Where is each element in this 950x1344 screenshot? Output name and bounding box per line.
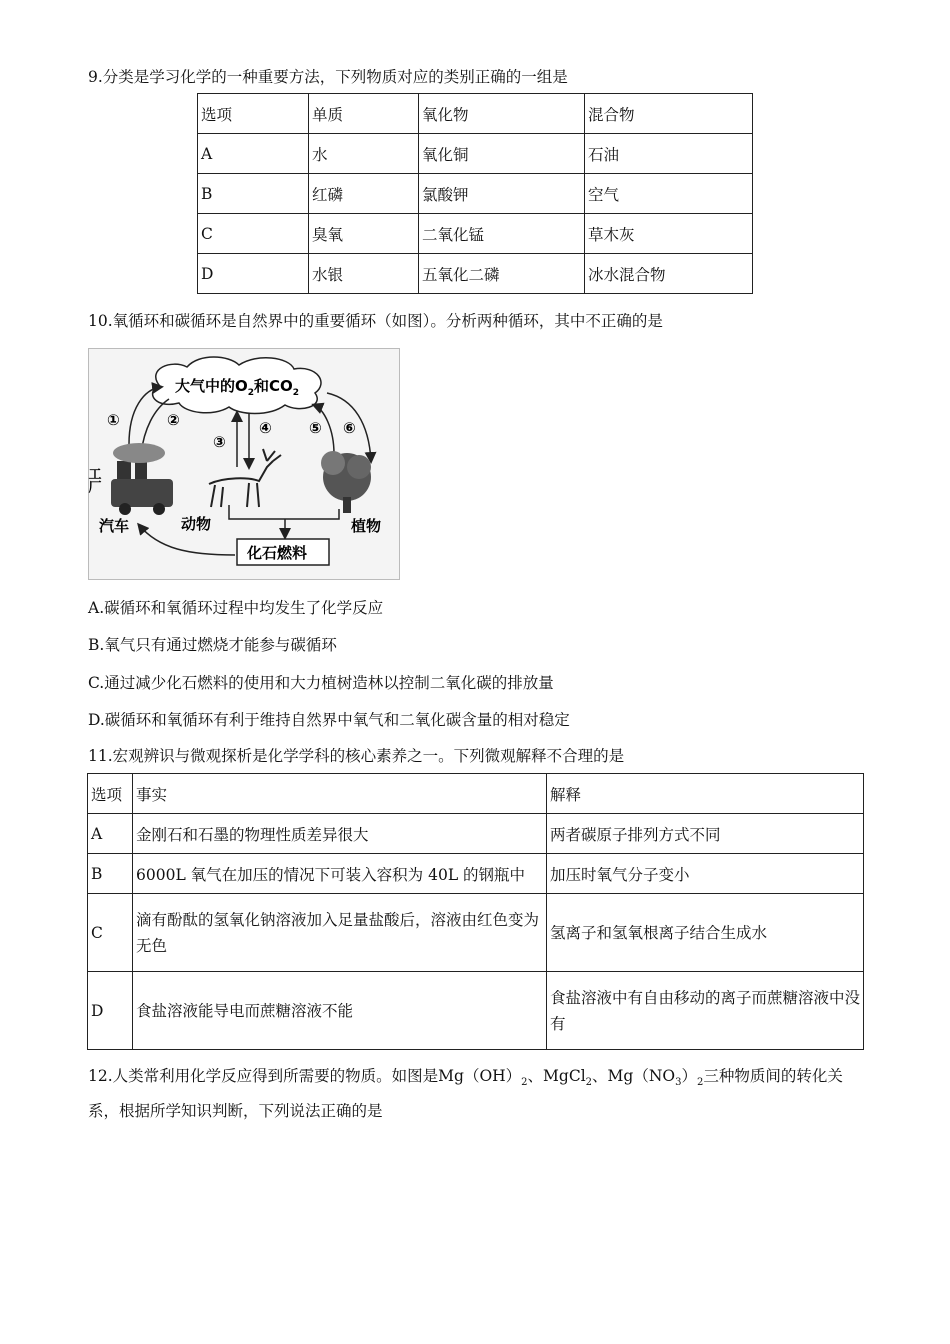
table-row bbox=[88, 972, 864, 1050]
cloud-label: 大气中的$O_2$和$CO_2$ bbox=[175, 377, 300, 398]
table-cell: 加压时氧气分子变小 bbox=[547, 854, 864, 894]
step-number: ① bbox=[107, 411, 120, 429]
table-cell: 食盐溶液中有自由移动的离子而蔗糖溶液中没有 bbox=[547, 972, 864, 1050]
table-row bbox=[88, 894, 864, 972]
table-cell: 石油 bbox=[585, 134, 753, 174]
table-cell: 滴有酚酞的氢氧化钠溶液加入足量盐酸后，溶液由红色变为无色 bbox=[133, 894, 547, 972]
header-cell: 解释 bbox=[547, 774, 864, 814]
table-row bbox=[198, 174, 753, 214]
table-row bbox=[88, 854, 864, 894]
table-cell: 金刚石和石墨的物理性质差异很大 bbox=[133, 814, 547, 854]
table-cell: 食盐溶液能导电而蔗糖溶液不能 bbox=[133, 972, 547, 1050]
table-cell: 水银 bbox=[309, 254, 419, 294]
table-cell: 水 bbox=[309, 134, 419, 174]
car-label: 汽车 bbox=[99, 517, 130, 535]
deer-icon bbox=[209, 449, 281, 507]
option-d: D.碳循环和氧循环有利于维持自然界中氧气和二氧化碳含量的相对稳定 bbox=[88, 711, 570, 729]
table-header-row bbox=[198, 94, 753, 134]
table-cell: 臭氧 bbox=[309, 214, 419, 254]
carbon-oxygen-cycle-figure bbox=[85, 348, 400, 580]
table-cell: 红磷 bbox=[309, 174, 419, 214]
table-cell: C bbox=[88, 894, 133, 972]
question-11-stem: 11.宏观辨识与微观探析是化学学科的核心素养之一。下列微观解释不合理的是 bbox=[88, 747, 625, 765]
table-cell: 二氧化锰 bbox=[419, 214, 585, 254]
question-10-stem: 10.氧循环和碳循环是自然界中的重要循环（如图）。分析两种循环，其中不正确的是 bbox=[88, 312, 663, 330]
table-cell: A bbox=[198, 134, 309, 174]
table-cell: 空气 bbox=[585, 174, 753, 214]
table-cell: 氯酸钾 bbox=[419, 174, 585, 214]
table-row bbox=[88, 814, 864, 854]
header-cell: 选项 bbox=[198, 94, 309, 134]
header-cell: 氧化物 bbox=[419, 94, 585, 134]
step-number: ⑥ bbox=[343, 419, 356, 437]
header-cell: 混合物 bbox=[585, 94, 753, 134]
question-12-stem-line1: 12.人类常利用化学反应得到所需要的物质。如图是$Mg(OH)_2$、MgCl$_2$、$Mg(NO_3)_2$三种物质间的转化关 bbox=[88, 1067, 843, 1089]
animal-label: 动物 bbox=[181, 515, 212, 533]
question-11-table bbox=[87, 773, 864, 1050]
fossil-fuel-label: 化石燃料 bbox=[247, 544, 308, 562]
table-cell: 6000L 氧气在加压的情况下可装入容积为 40L 的钢瓶中 bbox=[133, 854, 547, 894]
question-12-stem-line2: 系，根据所学知识判断，下列说法正确的是 bbox=[88, 1102, 383, 1120]
table-cell: 草木灰 bbox=[585, 214, 753, 254]
question-9-stem: 9.分类是学习化学的一种重要方法，下列物质对应的类别正确的一组是 bbox=[88, 68, 568, 86]
option-b: B.氧气只有通过燃烧才能参与碳循环 bbox=[88, 636, 337, 654]
factory-car-icon bbox=[111, 443, 173, 515]
factory-label: 工厂 bbox=[85, 467, 101, 493]
table-cell: 氢离子和氢氧根离子结合生成水 bbox=[547, 894, 864, 972]
table-cell: 冰水混合物 bbox=[585, 254, 753, 294]
table-cell: 两者碳原子排列方式不同 bbox=[547, 814, 864, 854]
table-cell: D bbox=[88, 972, 133, 1050]
option-c: C.通过减少化石燃料的使用和大力植树造林以控制二氧化碳的排放量 bbox=[88, 674, 554, 692]
table-cell: 氧化铜 bbox=[419, 134, 585, 174]
cycle-diagram bbox=[85, 349, 399, 579]
table-cell: C bbox=[198, 214, 309, 254]
table-row bbox=[198, 254, 753, 294]
question-9-table bbox=[197, 93, 753, 294]
tree-icon bbox=[321, 451, 371, 513]
step-number: ⑤ bbox=[309, 419, 322, 437]
header-cell: 选项 bbox=[88, 774, 133, 814]
table-row bbox=[198, 134, 753, 174]
table-cell: B bbox=[198, 174, 309, 214]
step-number: ④ bbox=[259, 419, 272, 437]
step-number: ③ bbox=[213, 433, 226, 451]
table-header-row bbox=[88, 774, 864, 814]
table-cell: D bbox=[198, 254, 309, 294]
plant-label: 植物 bbox=[351, 517, 382, 535]
table-cell: A bbox=[88, 814, 133, 854]
table-cell: 五氧化二磷 bbox=[419, 254, 585, 294]
header-cell: 单质 bbox=[309, 94, 419, 134]
header-cell: 事实 bbox=[133, 774, 547, 814]
table-row bbox=[198, 214, 753, 254]
step-number: ② bbox=[167, 411, 180, 429]
option-a: A.碳循环和氧循环过程中均发生了化学反应 bbox=[88, 599, 384, 617]
table-cell: B bbox=[88, 854, 133, 894]
